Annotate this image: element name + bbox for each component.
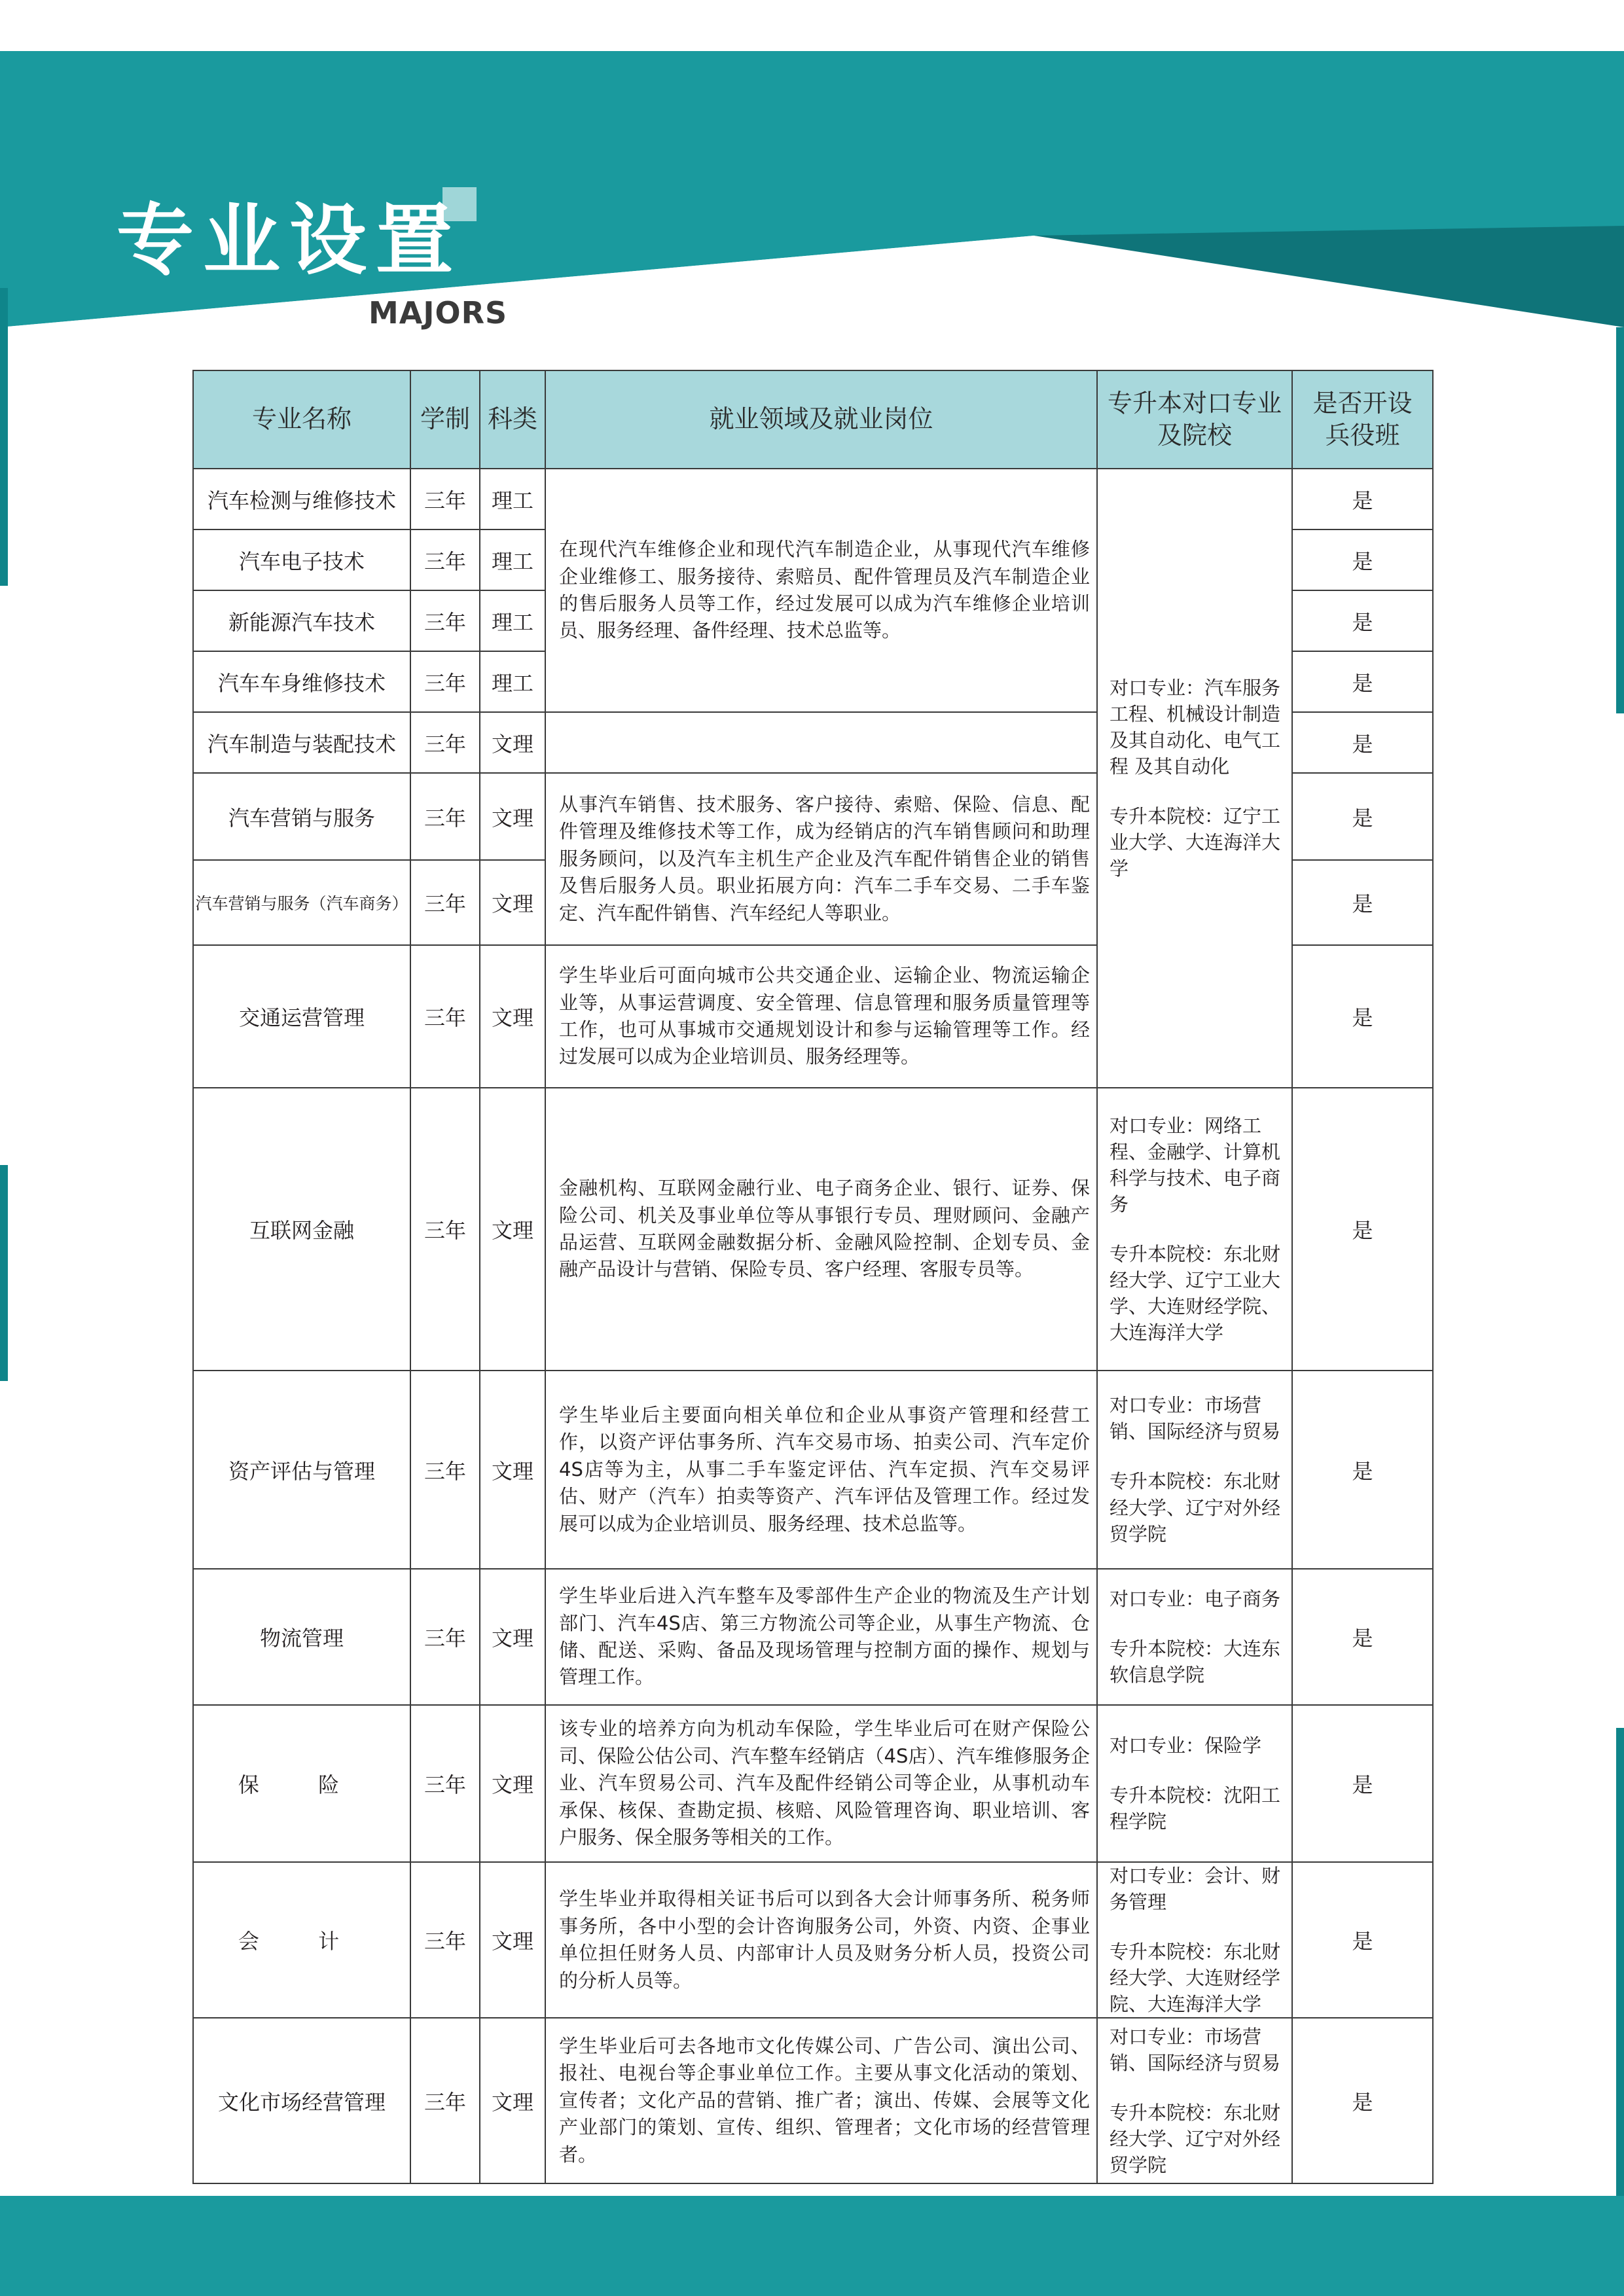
major-years: 三年	[410, 2018, 480, 2183]
upgrade-school: 专升本院校：东北财经大学、辽宁对外经贸学院	[1110, 2101, 1281, 2176]
header-upgrade	[1097, 370, 1292, 469]
major-years: 三年	[410, 590, 480, 651]
upgrade-major: 对口专业：会计、财务管理	[1110, 1865, 1281, 1914]
employment-desc: 学生毕业后主要面向相关单位和企业从事资产管理和经营工作，以资产评估事务所、汽车交易市场、拍卖公司、汽车定价4S店等为主，从事二手车鉴定评估、汽车定损、汽车交易评估、财产（汽车）拍卖等资产、汽车评估及管理工作。经过发展可以成为企业培训员、服务经理、技术总监等。	[545, 1371, 1097, 1569]
upgrade-major: 对口专业：保险学	[1110, 1734, 1262, 1757]
header-military-line2: 兵役班	[1325, 421, 1400, 450]
upgrade-school: 专升本院校：大连东软信息学院	[1110, 1637, 1281, 1686]
military-flag: 是	[1292, 1371, 1433, 1569]
major-category: 文理	[480, 1088, 545, 1371]
major-name: 汽车制造与装配技术	[193, 712, 410, 773]
upgrade-school: 专升本院校：东北财经大学、辽宁工业大学、大连财经学院、大连海洋大学	[1110, 1243, 1281, 1344]
upgrade-school: 专升本院校：东北财经大学、辽宁对外经贸学院	[1110, 1470, 1281, 1545]
major-category: 文理	[480, 773, 545, 860]
military-flag: 是	[1292, 712, 1433, 773]
upgrade-major: 对口专业：网络工程、金融学、计算机科学与技术、电子商务	[1110, 1114, 1281, 1215]
military-flag: 是	[1292, 1705, 1433, 1862]
table-row	[193, 1569, 1433, 1705]
header-employment: 就业领域及就业岗位	[545, 370, 1097, 469]
employment-desc-empty	[545, 712, 1097, 773]
employment-desc: 金融机构、互联网金融行业、电子商务企业、银行、证券、保险公司、机关及事业单位等从事银行专员、理财顾问、金融产品运营、互联网金融数据分析、金融风险控制、企划专员、金融产品设计与营销、保险专员、客户经理、客服专员等。	[545, 1088, 1097, 1371]
table-row	[193, 1371, 1433, 1569]
major-name: 汽车车身维修技术	[193, 651, 410, 712]
major-name: 汽车营销与服务	[193, 773, 410, 860]
upgrade-info	[1097, 1569, 1292, 1705]
left-side-bar-top	[0, 288, 8, 586]
table-row	[193, 2018, 1433, 2183]
employment-desc: 该专业的培养方向为机动车保险，学生毕业后可在财产保险公司、保险公估公司、汽车整车经销店（4S店）、汽车维修服务企业、汽车贸易公司、汽车及配件经销公司等企业，从事机动车承保、核保、查勘定损、核赔、风险管理咨询、职业培训、客户服务、保全服务等相关的工作。	[545, 1705, 1097, 1862]
right-side-bar-top	[1616, 327, 1624, 713]
upgrade-school: 专升本院校：辽宁工业大学、大连海洋大学	[1110, 805, 1281, 880]
military-flag: 是	[1292, 1862, 1433, 2018]
major-years: 三年	[410, 773, 480, 860]
major-years: 三年	[410, 469, 480, 529]
major-name: 汽车检测与维修技术	[193, 469, 410, 529]
employment-desc: 在现代汽车维修企业和现代汽车制造企业，从事现代汽车维修企业维修工、服务接待、索赔员、配件管理员及汽车制造企业的售后服务人员等工作，经过发展可以成为汽车维修企业培训员、服务经理、备件经理、技术总监等。	[545, 469, 1097, 712]
major-years: 三年	[410, 1705, 480, 1862]
major-category: 文理	[480, 712, 545, 773]
employment-desc: 从事汽车销售、技术服务、客户接待、索赔、保险、信息、配件管理及维修技术等工作，成为经销店的汽车销售顾问和助理服务顾问，以及汽车主机生产企业及汽车配件销售企业的销售及售后服务人员。职业拓展方向：汽车二手车交易、二手车鉴定、汽车配件销售、汽车经纪人等职业。	[545, 773, 1097, 945]
major-category: 理工	[480, 651, 545, 712]
military-flag: 是	[1292, 1088, 1433, 1371]
major-category: 理工	[480, 469, 545, 529]
left-side-bar-bottom	[0, 1165, 8, 1381]
major-category: 文理	[480, 1569, 545, 1705]
major-category: 理工	[480, 590, 545, 651]
employment-desc: 学生毕业后可面向城市公共交通企业、运输企业、物流运输企业等，从事运营调度、安全管理、信息管理和服务质量管理等工作，也可从事城市交通规划设计和参与运输管理等工作。经过发展可以成为企业培训员、服务经理等。	[545, 945, 1097, 1088]
military-flag: 是	[1292, 1569, 1433, 1705]
table-row	[193, 469, 1433, 529]
table-row	[193, 1088, 1433, 1371]
table-row	[193, 1862, 1433, 2018]
upgrade-school: 专升本院校：东北财经大学、大连财经学院、大连海洋大学	[1110, 1941, 1281, 2016]
upgrade-major: 对口专业：汽车服务工程、机械设计制造及其自动化、电气工程 及其自动化	[1110, 676, 1281, 778]
major-years: 三年	[410, 1569, 480, 1705]
major-years: 三年	[410, 945, 480, 1088]
major-years: 三年	[410, 1862, 480, 2018]
upgrade-info	[1097, 1088, 1292, 1371]
major-years: 三年	[410, 860, 480, 945]
major-name: 保 险	[193, 1705, 410, 1862]
major-name: 汽车营销与服务（汽车商务）	[193, 860, 410, 945]
header-military	[1292, 370, 1433, 469]
major-category: 文理	[480, 945, 545, 1088]
employment-desc: 学生毕业后可去各地市文化传媒公司、广告公司、演出公司、报社、电视台等企事业单位工作。主要从事文化活动的策划、宣传者；文化产品的营销、推广者；演出、传媒、会展等文化产业部门的策划、宣传、组织、管理者；文化市场的经营管理者。	[545, 2018, 1097, 2183]
major-years: 三年	[410, 1371, 480, 1569]
header-category: 科类	[480, 370, 545, 469]
major-years: 三年	[410, 529, 480, 590]
upgrade-major: 对口专业：市场营销、国际经济与贸易	[1110, 1394, 1281, 1443]
header-upgrade-line2: 及院校	[1157, 421, 1232, 450]
header-name: 专业名称	[193, 370, 410, 469]
major-name: 物流管理	[193, 1569, 410, 1705]
major-category: 文理	[480, 1705, 545, 1862]
upgrade-info	[1097, 1862, 1292, 2018]
major-category: 文理	[480, 2018, 545, 2183]
upgrade-major: 对口专业：电子商务	[1110, 1587, 1281, 1610]
major-name: 文化市场经营管理	[193, 2018, 410, 2183]
major-name: 会 计	[193, 1862, 410, 2018]
military-flag: 是	[1292, 2018, 1433, 2183]
military-flag: 是	[1292, 773, 1433, 860]
military-flag: 是	[1292, 590, 1433, 651]
page-subtitle: MAJORS	[369, 295, 508, 331]
major-category: 理工	[480, 529, 545, 590]
major-name: 交通运营管理	[193, 945, 410, 1088]
military-flag: 是	[1292, 529, 1433, 590]
right-side-bar-bottom	[1616, 1728, 1624, 2196]
military-flag: 是	[1292, 651, 1433, 712]
major-years: 三年	[410, 712, 480, 773]
upgrade-major: 对口专业：市场营销、国际经济与贸易	[1110, 2025, 1281, 2074]
employment-desc: 学生毕业并取得相关证书后可以到各大会计师事务所、税务师事务所，各中小型的会计咨询服务公司，外资、内资、企事业单位担任财务人员、内部审计人员及财务分析人员，投资公司的分析人员等。	[545, 1862, 1097, 2018]
header-upgrade-line1: 专升本对口专业	[1107, 388, 1282, 418]
major-category: 文理	[480, 860, 545, 945]
header-years: 学制	[410, 370, 480, 469]
upgrade-info	[1097, 2018, 1292, 2183]
major-name: 资产评估与管理	[193, 1371, 410, 1569]
upgrade-info	[1097, 1705, 1292, 1862]
major-name: 新能源汽车技术	[193, 590, 410, 651]
major-years: 三年	[410, 651, 480, 712]
major-name: 汽车电子技术	[193, 529, 410, 590]
major-years: 三年	[410, 1088, 480, 1371]
header-military-line1: 是否开设	[1312, 388, 1413, 418]
military-flag: 是	[1292, 945, 1433, 1088]
majors-table	[192, 370, 1434, 2184]
upgrade-info	[1097, 469, 1292, 1088]
upgrade-info	[1097, 1371, 1292, 1569]
table-header-row	[193, 370, 1433, 469]
major-category: 文理	[480, 1862, 545, 2018]
major-name: 互联网金融	[193, 1088, 410, 1371]
employment-desc: 学生毕业后进入汽车整车及零部件生产企业的物流及生产计划部门、汽车4S店、第三方物流公司等企业，从事生产物流、仓储、配送、采购、备品及现场管理与控制方面的操作、规划与管理工作。	[545, 1569, 1097, 1705]
upgrade-school: 专升本院校：沈阳工程学院	[1110, 1784, 1281, 1833]
table-row	[193, 1705, 1433, 1862]
page-title: 专业设置	[117, 195, 463, 285]
footer-band	[0, 2196, 1624, 2296]
major-category: 文理	[480, 1371, 545, 1569]
military-flag: 是	[1292, 469, 1433, 529]
military-flag: 是	[1292, 860, 1433, 945]
